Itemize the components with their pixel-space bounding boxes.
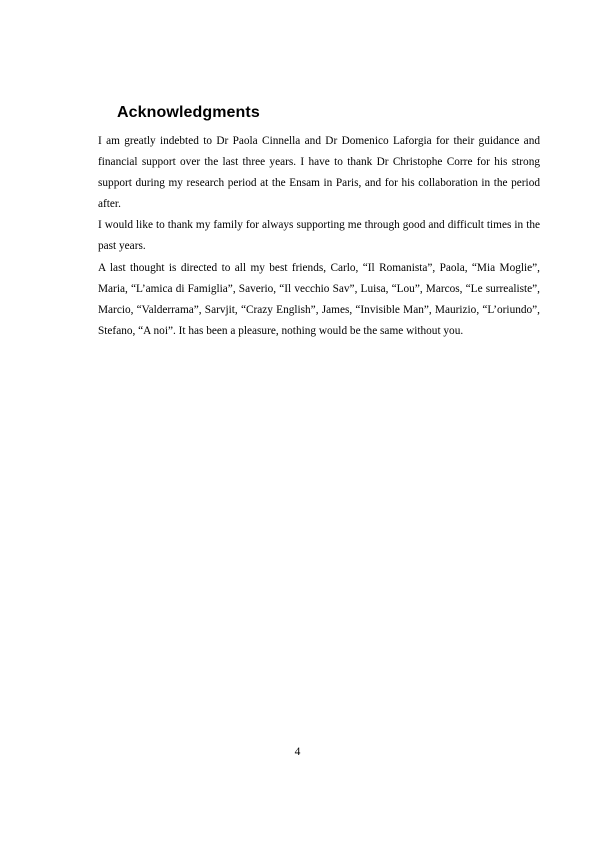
paragraph-family: I would like to thank my family for always supporting me through good and difficult times in the past years.	[98, 219, 540, 253]
paragraph-friends: A last thought is directed to all my best friends, Carlo, “Il Romanista”, Paola, “Mia Moglie”, Maria, “L’amica di Famiglia”, Saverio, “Il vecchio Sav”, Luisa, “Lou”, Marcos, “Le surrealiste”, Marcio, “Valderrama”, Sarvjit, “Crazy English”, James, “Invisible Man”, Maurizio, “L’oriundo”, Stefano, “A noi”. It has been a pleasure, nothing would be the same without you.	[98, 261, 540, 337]
paragraph-supervisors: I am greatly indebted to Dr Paola Cinnella and Dr Domenico Laforgia for their guidance and financial support over the last three years. I have to thank Dr Christophe Corre for his strong support during my research period at the Ensam in Paris, and for his collaboration in the period after.	[98, 135, 540, 211]
page-number: 4	[294, 746, 301, 758]
acknowledgments-body	[98, 131, 540, 342]
section-heading: Acknowledgments	[117, 104, 260, 121]
